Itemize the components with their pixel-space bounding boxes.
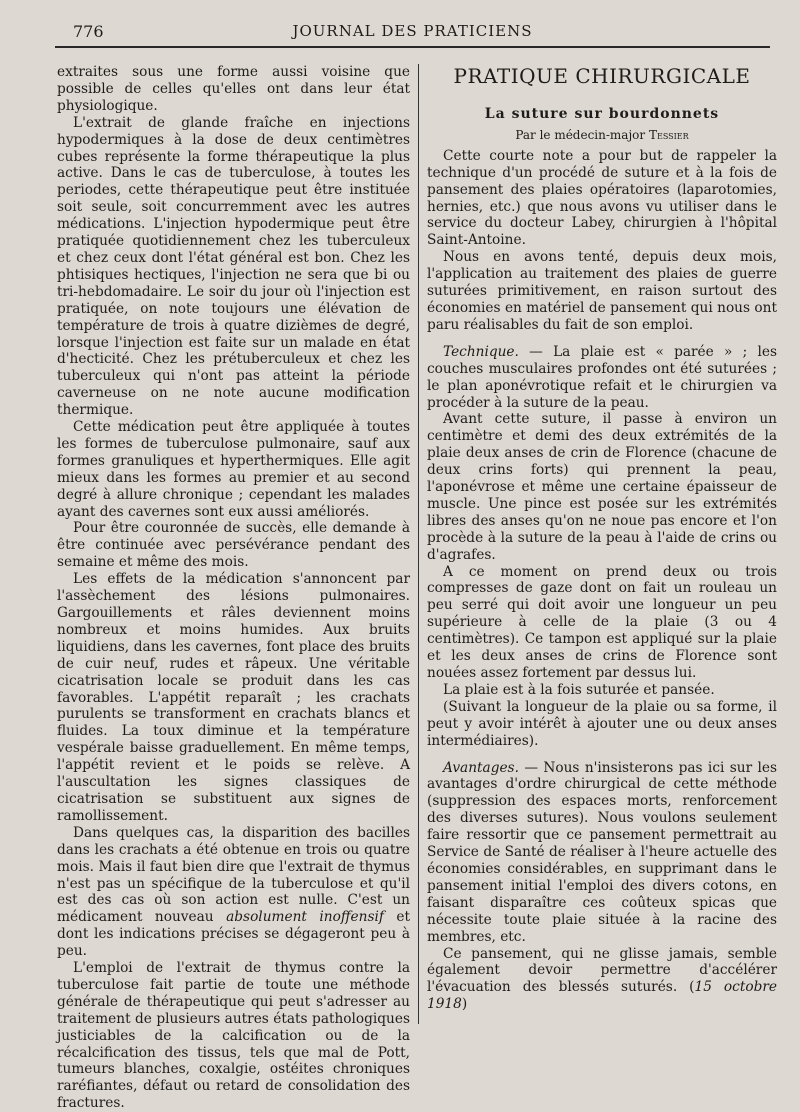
- paragraph-text: ): [461, 996, 468, 1013]
- header-rule: [55, 46, 770, 48]
- paragraph-text: — Nous n'insisterons pas ici sur les avantages d'ordre chirurgical de cette méthode (suppression des espaces morts, renforcement des diverses sutures). Nous voulons seulement faire ressortir que ce pansement permettrait au Service de Santé de réaliser à l'heure actuelle des économies considérables, en supprimant dans le pansement initial l'emploi des divers cotons, en faisant disparaître ces coûteux spicas que nécessite toute plaie située à la racine des membres, etc.: [427, 759, 777, 945]
- technique-paragraph: [427, 344, 777, 412]
- section-title: PRATIQUE CHIRURGICALE: [453, 64, 751, 88]
- paragraph: La plaie est à la fois suturée et pansée.: [443, 681, 715, 698]
- article-author: [427, 127, 777, 144]
- paragraph: Cette courte note a pour but de rappeler la technique d'un procédé de suture et à la fois de pansement des plaies opératoires (laparotomies, hernies, etc.) que nous avons vu utiliser dans le service du docteur Labey, chirurgien à l'hôpital Saint-Antoine.: [427, 147, 777, 249]
- paragraph: L'extrait de glande fraîche en injections hypodermiques à la dose de deux centimètres cubes représente la forme thérapeutique la plus active. Dans le cas de tuberculose, à toutes les periodes, cette thérapeutique peut être instituée soit seule, soit concurremment avec les autres médications. L'injection hypodermique peut être pratiquée quotidiennement chez les tuberculeux et chez ceux dont l'état général est bon. Chez les phtisiques hectiques, l'injection ne sera que bi ou tri-hebdomadaire. Le soir du jour où l'injection est pratiquée, on note toujours une élévation de température de trois à quatre dizièmes de degré, lorsque l'injection est faite sur un malade en état d'hecticité. Chez les prétuberculeux et chez les tuberculeux qui n'ont pas atteint la période caverneuse on ne note aucune modification thermique.: [57, 114, 410, 419]
- paragraph: Cette médication peut être appliquée à toutes les formes de tuberculose pulmonaire, sauf aux formes granuliques et hyperthermiques. Elle agit mieux dans les formes au premier et au second degré à allure chronique ; cependant les malades ayant des cavernes sont eux aussi améliorés.: [57, 419, 410, 520]
- avantages-label: Avantages.: [443, 759, 519, 776]
- left-column: [57, 64, 411, 1112]
- article-title: La suture sur bourdonnets: [484, 106, 720, 122]
- technique-label: Technique.: [443, 343, 519, 360]
- page-number: 776: [73, 22, 104, 41]
- paragraph: Avant cette suture, il passe à environ un centimètre et demi des deux extrémités de la plaie deux anses de crin de Florence (chacune de deux crins forts) qui prennent la peau, l'aponévrose et même une certaine épaisseur de muscle. Une pince est posée sur les extrémités libres des anses qu'on ne noue pas encore et l'on procède à la suture de la peau à l'aide de crins ou d'agrafes.: [427, 411, 777, 563]
- paragraph: L'emploi de l'extrait de thymus contre la tuberculose fait partie de toute une méthode générale de thérapeutique qui peut s'adresser au traitement de plusieurs autres états pathologiques justiciables de la calcification ou de la récalcification des tissus, tels que mal de Pott, tumeurs blanches, coxalgie, ostéites chroniques raréfiantes, défaut ou retard de consolidation des fractures.: [57, 960, 410, 1112]
- paragraph: Les effets de la médication s'annoncent par l'assèchement des lésions pulmonaires. Gargouillements et râles deviennent moins nombreux et moins humides. Aux bruits liquidiens, dans les cavernes, font place des bruits de cuir neuf, rudes et râpeux. Une véritable cicatrisation locale se produit dans les cas favorables. L'appétit reparaît ; les crachats purulents se transforment en crachats blancs et fluides. La toux diminue et la température vespérale baisse graduellement. En même temps, l'appétit revient et le poids se relève. A l'auscultation les signes classiques de cicatrisation se substituent aux signes de ramollissement.: [57, 571, 410, 824]
- paragraph-text: Dans quelques cas, la disparition des bacilles dans les crachats a été obtenue en trois ou quatre mois. Mais il faut bien dire que l'extrait de thymus n'est pas un spécifique de la tuberculose et qu'il est des cas où son action est nulle. C'est un médicament nouveau: [57, 824, 410, 926]
- paragraph: [427, 946, 777, 1014]
- paragraph-text: et dont les indications précises se dégageront peu à peu.: [57, 909, 411, 960]
- paragraph: Nous en avons tenté, depuis deux mois, l'application au traitement des plaies de guerre suturées primitivement, en raison surtout des économies en matériel de pansement qui nous ont paru réalisables du fait de son emploi.: [427, 249, 777, 333]
- page-header: [55, 18, 770, 48]
- emphasis-text: absolument inoffensif: [226, 909, 384, 926]
- paragraph: A ce moment on prend deux ou trois compresses de gaze dont on fait un rouleau un peu serré qui doit avoir une longueur un peu supérieure à celle de la plaie (3 ou 4 centimètres). Ce tampon est appliqué sur la plaie et les deux anses de crins de Florence sont nouées assez fortement par dessus lui.: [427, 563, 777, 681]
- paragraph: [57, 825, 410, 960]
- paragraph: extraites sous une forme aussi voisine que possible de celles qu'elles ont dans leur état physiologique.: [57, 64, 410, 114]
- right-column: [427, 64, 777, 1015]
- author-name: Tessier: [648, 127, 689, 142]
- paragraph: Pour être couronnée de succès, elle demande à être continuée avec persévérance pendant des semaine et même des mois.: [57, 520, 410, 571]
- article-date: 15 octobre 1918: [427, 979, 777, 1013]
- paragraph-text: — La plaie est « parée » ; les couches musculaires profondes ont été suturées ; le plan aponévrotique refait et le chirurgien va procéder à la suture de la peau.: [427, 343, 777, 411]
- paragraph-text: Ce pansement, qui ne glisse jamais, semble également devoir permettre d'accélérer l'évacuation des blessés suturés. (: [427, 945, 777, 996]
- column-divider: [418, 64, 419, 1024]
- author-prefix: Par le médecin-major: [515, 127, 649, 142]
- avantages-paragraph: [427, 760, 777, 946]
- paragraph: (Suivant la longueur de la plaie ou sa forme, il peut y avoir intérêt à ajouter une ou deux anses intermédiaires).: [427, 698, 777, 749]
- journal-title: JOURNAL DES PRATICIENS: [292, 22, 533, 40]
